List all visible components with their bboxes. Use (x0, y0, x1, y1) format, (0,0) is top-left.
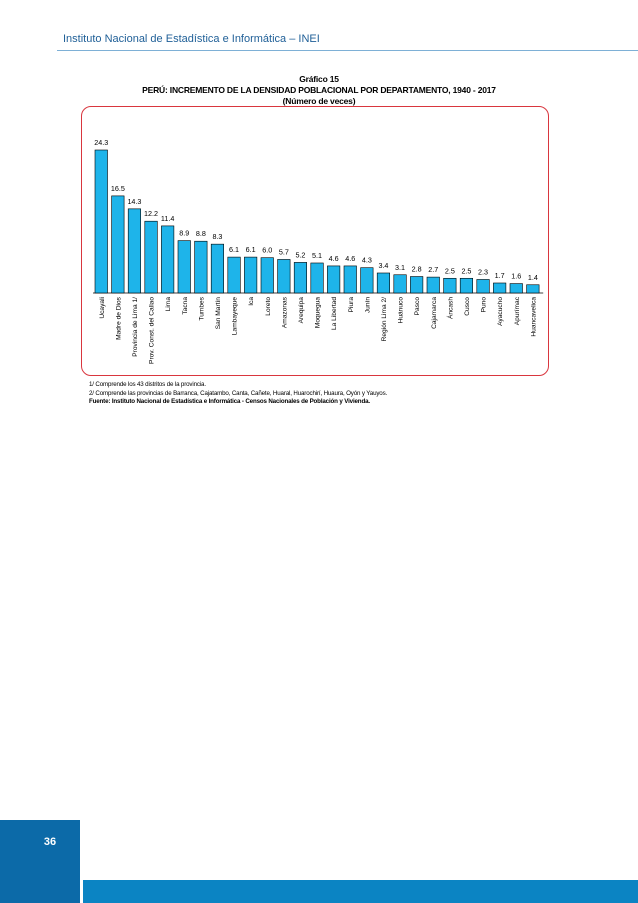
bar (460, 278, 473, 293)
category-tick-label: Loreto (264, 297, 272, 316)
data-label: 6.1 (229, 245, 240, 255)
bar (95, 150, 108, 293)
data-label: 8.8 (195, 229, 206, 239)
bar (278, 259, 291, 293)
bar (361, 268, 374, 293)
category-tick-label: Tacna (181, 297, 189, 315)
data-label: 5.7 (278, 247, 289, 257)
category-tick-label: Moquegua (314, 297, 322, 329)
data-label: 4.6 (345, 253, 356, 263)
category-tick-label: Amazonas (281, 297, 289, 329)
category-tick-label: Puno (480, 297, 488, 313)
chart-unit-note: (Número de veces) (282, 96, 356, 106)
bar (510, 284, 523, 293)
data-label: 11.4 (160, 213, 175, 223)
category-tick-label: Región Lima 2/ (380, 297, 388, 342)
category-tick-label: Prov. Const. del Callao (148, 297, 156, 364)
bar (427, 277, 440, 293)
category-tick-label: Arequipa (297, 297, 305, 324)
page-number: 36 (43, 836, 57, 848)
data-label: 5.2 (295, 250, 306, 260)
bar (161, 226, 174, 293)
data-label: 12.2 (144, 209, 159, 219)
category-tick-label: Junín (364, 297, 372, 314)
header-title: Instituto Nacional de Estadística e Informática – INEI (63, 33, 320, 45)
data-label: 1.6 (511, 271, 522, 281)
bar (410, 277, 423, 293)
bar (195, 241, 208, 293)
category-tick-label: Huancavelica (530, 297, 538, 337)
chart-subtitle: PERÚ: INCREMENTO DE LA DENSIDAD POBLACIONAL POR DEPARTAMENTO, 1940 - 2017 (142, 85, 496, 95)
category-tick-label: Ayacucho (497, 297, 505, 326)
category-tick-label: Cajamarca (430, 297, 438, 329)
page-number-badge (0, 820, 80, 903)
bar (261, 258, 274, 293)
data-label: 2.5 (461, 266, 472, 276)
category-tick-label: Ucayali (98, 297, 106, 319)
bar (244, 257, 257, 293)
category-tick-label: Pasco (414, 297, 422, 316)
data-label: 4.6 (328, 253, 339, 263)
category-tick-label: Provincia de Lima 1/ (131, 297, 139, 357)
data-label: 5.1 (312, 250, 323, 260)
data-label: 2.5 (444, 266, 455, 276)
bar (327, 266, 340, 293)
chart-title: Gráfico 15 (299, 74, 339, 84)
bar (178, 241, 191, 293)
bar (211, 244, 224, 293)
bar (444, 278, 457, 293)
data-label: 2.3 (478, 267, 489, 277)
bar (394, 275, 407, 293)
bar (377, 273, 390, 293)
bar (493, 283, 506, 293)
data-label: 24.3 (94, 138, 109, 147)
chart-notes (89, 381, 387, 407)
data-label: 3.1 (395, 262, 406, 272)
bar (527, 285, 540, 293)
category-tick-label: Piura (347, 297, 355, 313)
category-tick-label: Ica (248, 297, 256, 306)
data-label: 8.3 (212, 232, 223, 242)
category-tick-label: Apurímac (513, 297, 521, 326)
data-label: 3.4 (378, 260, 389, 270)
category-tick-label: San Martín (214, 297, 222, 330)
bar (477, 279, 490, 293)
bar (228, 257, 241, 293)
data-label: 1.4 (527, 272, 538, 282)
category-tick-label: Tumbes (198, 297, 206, 321)
category-tick-label: Madre de Dios (115, 297, 123, 340)
data-label: 8.9 (179, 228, 190, 238)
data-label: 4.3 (361, 255, 372, 265)
data-label: 16.5 (110, 183, 125, 193)
bar (145, 221, 158, 293)
bar-chart (0, 0, 638, 380)
data-label: 2.8 (411, 264, 422, 274)
category-tick-label: Cusco (463, 297, 471, 316)
note-1: 1/ Comprende los 43 distritos de la provincia. (89, 381, 206, 388)
source-note: Fuente: Instituto Nacional de Estadística e Informática - Censos Nacionales de Población y Vivienda. (89, 398, 370, 406)
bar (311, 263, 324, 293)
category-tick-label: Huánuco (397, 297, 405, 324)
data-label: 1.7 (494, 270, 505, 280)
category-tick-label: Áncash (447, 297, 455, 319)
category-tick-label: La Libertad (331, 297, 339, 330)
bar (294, 262, 307, 293)
note-2: 2/ Comprende las provincias de Barranca, Cajatambo, Canta, Cañete, Huaral, Huarochirí, Huaura, Oyón y Yauyos. (89, 389, 388, 397)
category-tick-label: Lambayeque (231, 297, 239, 336)
data-label: 2.7 (428, 265, 439, 275)
footer-band (83, 880, 638, 903)
category-tick-label: Lima (165, 297, 173, 312)
data-label: 6.1 (245, 245, 256, 255)
bar (344, 266, 357, 293)
data-label: 14.3 (127, 196, 142, 206)
bar (112, 196, 125, 293)
data-label: 6.0 (262, 245, 273, 255)
bar (128, 209, 141, 293)
